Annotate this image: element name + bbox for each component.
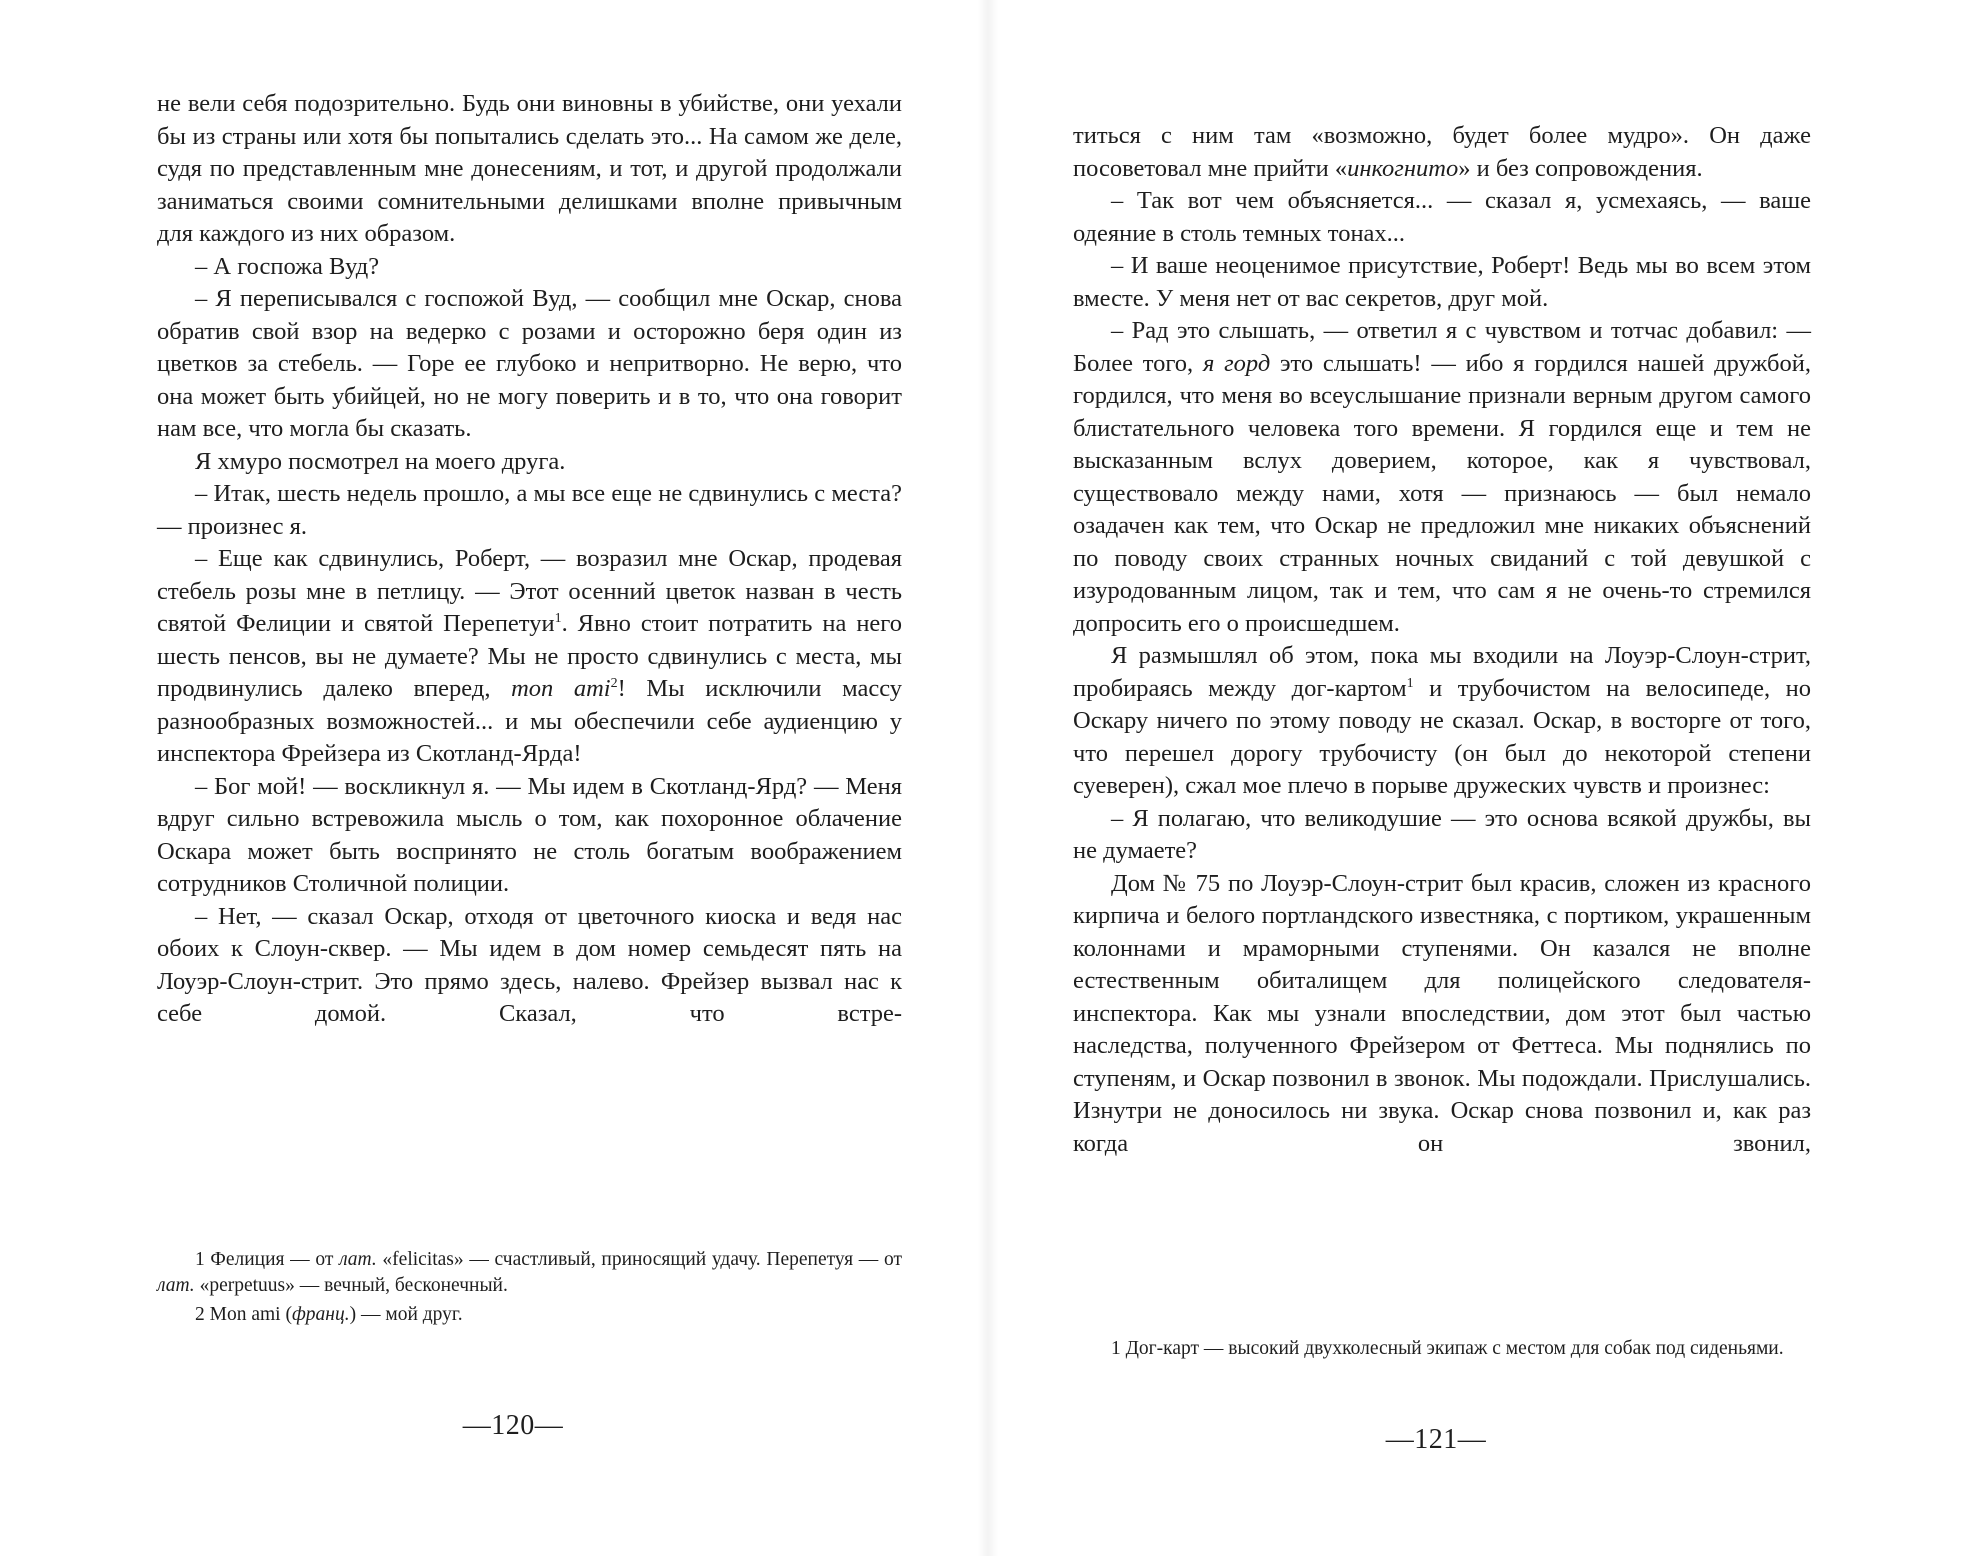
paragraph bbox=[157, 478, 902, 543]
text-run: ) — мой друг. bbox=[349, 1304, 463, 1325]
paragraph bbox=[1073, 640, 1811, 803]
paragraph-text: – Я полагаю, что великодушие — это основа всякой дружбы, вы не думаете? bbox=[1073, 804, 1811, 864]
text-run: «felicitas» — счастливый, приносящий удачу. Перепетуя — от bbox=[376, 1249, 902, 1270]
text-run: 2 Mon ami ( bbox=[195, 1304, 292, 1325]
italic-run: инкогнито bbox=[1347, 154, 1459, 182]
text-run: это слышать! — ибо я гордился нашей дружбой, гордился, что меня во всеуслышание признали верным другом самого блистательного человека того времени. Я гордился еще и тем не высказанным вслух доверием, которое, как я чувствовал, существовало между нами, хотя — признаюсь — был немало озадачен как тем, что Оскар не предложил мне никаких объяснений по поводу своих странных ночных свиданий с той девушкой с изуродованным лицом, так и тем, что сам я не очень-то стремился допросить его о происшедшем. bbox=[1073, 349, 1811, 637]
italic-run: лат. bbox=[157, 1274, 195, 1296]
text-run: Я размышлял об этом, пока мы входили на Лоуэр-Слоун-стрит, пробираясь между дог-картом bbox=[1073, 642, 1811, 702]
footnote bbox=[157, 1302, 902, 1328]
page-number-left: —120— bbox=[462, 1410, 564, 1441]
text-run: – Еще как сдвинулись, Роберт, — возразил мне Оскар, продевая стебель розы мне в петлицу. — Этот осенний цветок назван в честь святой Фелиции и святой Перепетуи bbox=[157, 545, 902, 637]
text-run: 1 Фелиция — от bbox=[195, 1249, 340, 1270]
text-run: – Рад это слышать, — ответил я с чувством и тотчас добавил: — Более того, bbox=[1073, 317, 1811, 377]
right-page bbox=[988, 0, 1975, 1556]
italic-run: франц. bbox=[291, 1304, 350, 1325]
text-run: титься с ним там «возможно, будет более мудро». Он даже посоветовал мне прийти « bbox=[1073, 122, 1811, 182]
text-run: » и без сопровождения. bbox=[1458, 154, 1703, 182]
text-run: и трубочистом на велосипеде, но Оскару ничего по этому поводу не сказал. Оскар, в восторге от того, что перешел дорогу трубочисту (он был до некоторой степени суеверен), сжал мое плечо в порыве дружеских чувств и произнес: bbox=[1073, 674, 1811, 799]
paragraph-text: Дом № 75 по Лоуэр-Слоун-стрит был красив, сложен из красного кирпича и белого портландского известняка, с портиком, украшенным колоннами и мраморными ступенями. Он казался не вполне естественным обиталищем для полицейского следователя-инспектора. Как мы узнали впоследствии, дом этот был частью наследства, полученного Фрейзером от Феттеса. Мы поднялись по ступеням, и Оскар позвонил в звонок. Мы подождали. Прислушались. Изнутри не доносилось ни звука. Оскар снова позвонил и, как раз когда он звонил, bbox=[1073, 869, 1811, 1157]
paragraph-text: – Бог мой! — воскликнул я. — Мы идем в Скотланд-Ярд? — Меня вдруг сильно встревожила мысль о том, как похоронное облачение Оскара может быть воспринято не столь богатым воображением сотрудников Столичной полиции. bbox=[157, 772, 902, 897]
right-body-text bbox=[1073, 120, 1811, 1160]
paragraph-text: Я хмуро посмотрел на моего друга. bbox=[195, 447, 566, 475]
paragraph-text: – Нет, — сказал Оскар, отходя от цветочного киоска и ведя нас обоих к Слоун-сквер. — Мы идем в дом номер семьдесят пять на Лоуэр-Слоун-стрит. Это прямо здесь, налево. Фрейзер вызвал нас к себе домой. Сказал, что встре- bbox=[157, 902, 902, 1027]
paragraph bbox=[1073, 315, 1811, 640]
text-run: «perpetuus» — вечный, бесконечный. bbox=[194, 1274, 508, 1296]
footnote bbox=[1073, 1336, 1811, 1362]
paragraph bbox=[1073, 185, 1811, 250]
text-run: ! Мы исключили массу разнообразных возможностей... и мы обеспечили себе аудиенцию у инспектора Фрейзера из Скотланд-Ярда! bbox=[157, 675, 902, 767]
right-footnotes bbox=[1073, 1336, 1811, 1366]
italic-run: mon ami bbox=[511, 675, 611, 702]
paragraph bbox=[157, 446, 902, 479]
paragraph bbox=[157, 251, 902, 284]
paragraph bbox=[157, 901, 902, 1031]
paragraph-text: – Я переписывался с госпожой Вуд, — сообщил мне Оскар, снова обратив свой взор на ведерко с розами и осторожно беря один из цветков за стебель. — Горе ее глубоко и непритворно. Не верю, что она может быть убийцей, но не могу поверить и в то, что она говорит нам все, что могла бы сказать. bbox=[157, 285, 902, 442]
paragraph-text: – И ваше неоценимое присутствие, Роберт! Ведь мы во всем этом вместе. У меня нет от вас секретов, друг мой. bbox=[1073, 252, 1811, 312]
italic-run: я горд bbox=[1202, 349, 1271, 377]
paragraph bbox=[157, 283, 902, 446]
paragraph bbox=[1073, 120, 1811, 185]
text-run: . Явно стоит потратить на него шесть пенсов, вы не думаете? Мы не просто сдвинулись с места, мы продвинулись далеко вперед, bbox=[157, 610, 902, 702]
paragraph bbox=[157, 771, 902, 901]
paragraph bbox=[157, 543, 902, 771]
footnote bbox=[157, 1247, 902, 1298]
paragraph bbox=[1073, 868, 1811, 1161]
footnote-marker: 2 bbox=[610, 675, 618, 691]
footnote-marker: 1 bbox=[554, 610, 562, 626]
paragraph bbox=[1073, 803, 1811, 868]
footnote-marker: 1 bbox=[1406, 675, 1414, 691]
paragraph bbox=[157, 88, 902, 251]
paragraph-text: не вели себя подозрительно. Будь они виновны в убийстве, они уехали бы из страны или хотя бы попытались сделать это... На самом же деле, судя по представленным мне донесениям, и тот, и другой продолжали заниматься своими сомнительными делишками вполне привычным для каждого из них образом. bbox=[157, 90, 902, 247]
left-body-text bbox=[157, 88, 902, 1031]
paragraph-text: – А госпожа Вуд? bbox=[195, 252, 380, 280]
italic-run: лат. bbox=[339, 1249, 377, 1270]
page-number-right: —121— bbox=[1385, 1424, 1487, 1455]
left-footnotes bbox=[157, 1247, 902, 1332]
paragraph-text: – Итак, шесть недель прошло, а мы все еще не сдвинулись с места? — произнес я. bbox=[157, 480, 902, 540]
text-run: 1 Дог-карт — высокий двухколесный экипаж с местом для собак под сиденьями. bbox=[1111, 1338, 1784, 1359]
paragraph bbox=[1073, 250, 1811, 315]
paragraph-text: – Так вот чем объясняется... — сказал я, усмехаясь, — ваше одеяние в столь темных тонах... bbox=[1073, 187, 1811, 247]
